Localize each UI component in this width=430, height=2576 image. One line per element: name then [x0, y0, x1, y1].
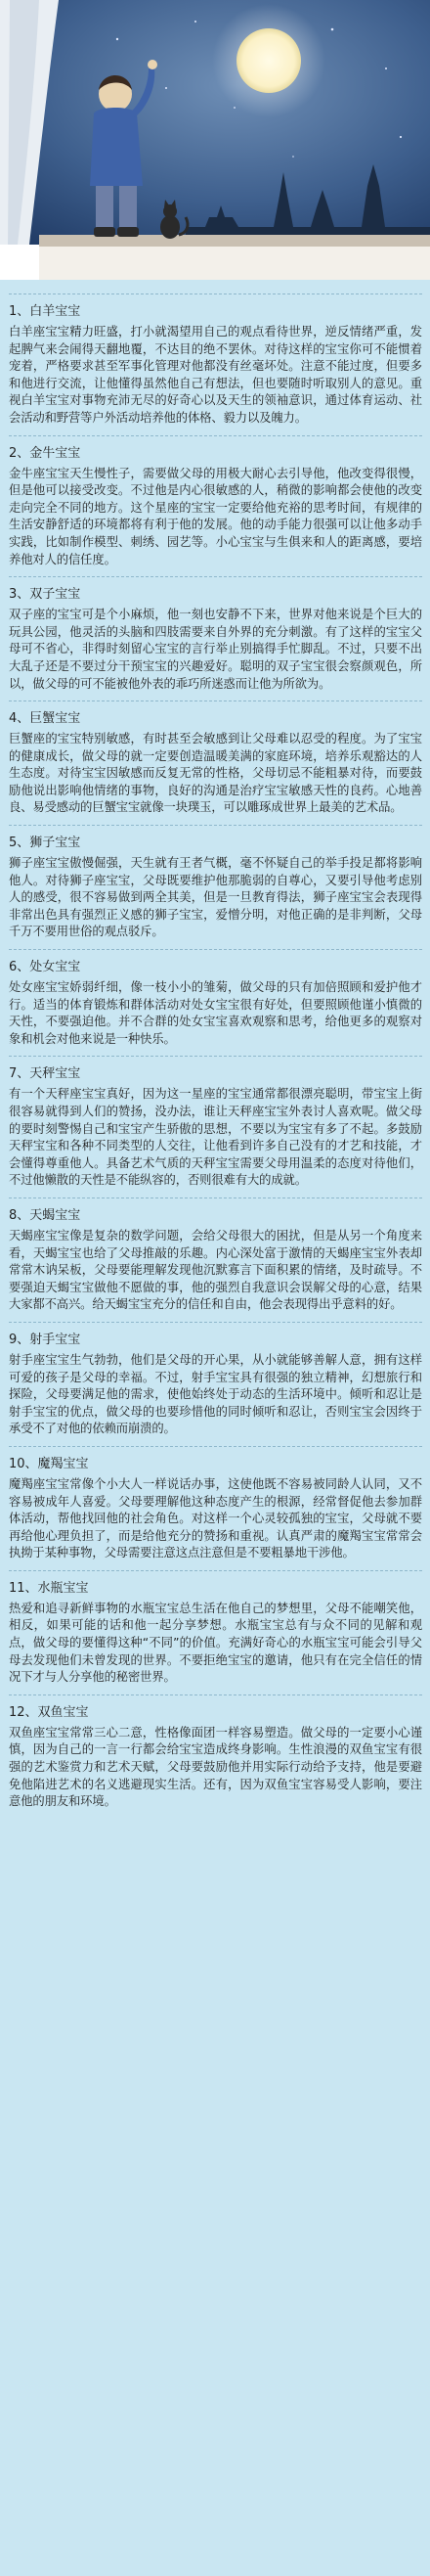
content-area [0, 280, 430, 2576]
section-aries [9, 294, 422, 428]
section-title: 5、狮子宝宝 [9, 836, 81, 851]
section-body: 有一个天秤座宝宝真好，因为这一星座的宝宝通常都很漂亮聪明，带宝宝上街很容易就得到人们的赞扬，没办法，谁让天秤座宝宝外表讨人喜欢呢。做父母的要时刻警惕自己和宝宝产生骄傲的思想，不要以为宝宝有多了不起。多鼓励天秤宝宝和各种不同类型的人交往，让他看到许多自己没有的才艺和技能，才会懂得尊重他人。具备艺术气质的天秤宝宝需要父母用温柔的态度对待他们，不过他懒散的天性是不能纵容的，否则很难有大的成就。 [9, 1087, 422, 1188]
section-body: 射手座宝宝生气勃勃，他们是父母的开心果，从小就能够善解人意，拥有这样可爱的孩子是父母的幸福。不过，射手宝宝具有很强的独立精神，幻想旅行和探险，父母要满足他的需求，使他始终处于动态的生活环境中。倾听和忍让是射手宝宝的优点，做父母的也要珍惜他的同时倾听和忍让，否则宝宝会因终于承受不了对他的依赖而崩溃的。 [9, 1352, 422, 1436]
section-cancer [9, 700, 422, 817]
window-sill [39, 235, 430, 249]
section-aquarius [9, 1570, 422, 1687]
divider [9, 825, 422, 826]
section-body: 狮子座宝宝傲慢倔强，天生就有王者气概，毫不怀疑自己的举手投足都将影响他人。对待狮子座宝宝，父母既要维护他那脆弱的自尊心，又要引导他考虑别人的感受，很不容易做到两全其美，但是一旦教育得法，狮子座宝宝会表现得非常出色具有强烈正义感的狮子宝宝，爱憎分明，对他正确的是非判断，父母千万不要用世俗的观点驳斥。 [9, 856, 422, 939]
section-body: 巨蟹座的宝宝特别敏感，有时甚至会敏感到让父母难以忍受的程度。为了宝宝的健康成长，做父母的就一定要创造温暖美满的家庭环境，培养乐观豁达的人生态度。对待宝宝因敏感而反复无常的性格，父母切忌不能粗暴对待，而要鼓励他说出影响他情绪的事物，良好的沟通是治疗宝宝敏感天性的良药。心地善良、易受感动的巨蟹宝宝就像一块璞玉，可以雕琢成世界上最美的艺术品。 [9, 732, 422, 815]
divider [9, 576, 422, 577]
section-title: 1、白羊宝宝 [9, 304, 81, 319]
section-body: 魔羯座宝宝常像个小大人一样说话办事，这使他既不容易被同龄人认同，又不容易被成年人喜爱。父母要理解他这种态度产生的根源，经常督促他去参加群体活动，帮他找回他的社会角色。对这样一个心灵较孤独的宝宝，父母就不要再给他心理负担了，而是给他充分的赞扬和重视。认真严肃的魔羯宝宝常常会执拗于某种事物，父母需要注意这点注意但是不要粗暴地干涉他。 [9, 1476, 422, 1560]
divider [9, 1446, 422, 1447]
section-libra [9, 1056, 422, 1190]
section-body: 热爱和追寻新鲜事物的水瓶宝宝总生活在他自己的梦想里，父母不能嘲笑他，相反，如果可能的话和他一起分享梦想。水瓶宝宝总有与众不同的见解和观点，做父母的要懂得这种“不同”的价值。充满好奇心的水瓶宝宝可能会引导父母去发现他们未曾发现的世界。不要拒绝宝宝的邀请，他只有在完全信任的情况下才与人分享他的秘密世界。 [9, 1601, 422, 1685]
section-body: 双鱼座宝宝常常三心二意，性格像面团一样容易塑造。做父母的一定要小心谨慎，因为自己的一言一行都会给宝宝造成终身影响。生性浪漫的双鱼宝宝有很强的艺术鉴赏力和艺术天赋，父母要鼓励他并用实际行动给予支持，他是要避免他陷进艺术的名义逃避现实生活。还有，因为双鱼宝宝容易受人影响，要注意他的朋友和环境。 [9, 1725, 422, 1809]
section-title: 11、水瓶宝宝 [9, 1580, 89, 1596]
divider [9, 949, 422, 950]
divider [9, 1056, 422, 1057]
section-title: 12、双鱼宝宝 [9, 1704, 89, 1720]
section-title: 3、双子宝宝 [9, 587, 81, 603]
section-taurus [9, 435, 422, 569]
divider [9, 435, 422, 436]
section-scorpio [9, 1198, 422, 1314]
illustration [0, 0, 430, 280]
section-leo [9, 825, 422, 941]
section-body: 天蝎座宝宝像是复杂的数学问题，会给父母很大的困扰，但是从另一个角度来看，天蝎宝宝也给了父母推敲的乐趣。内心深处富于激情的天蝎座宝宝外表却常常木讷呆板，父母要能理解发现他沉默寡言下面积累的情绪，及时疏导。不要强迫天蝎宝宝做他不愿做的事，他的强烈自我意识会误解父母的心意，结果大家都不高兴。给天蝎宝宝充分的信任和自由，他会表现得出乎意料的好。 [9, 1228, 422, 1312]
section-title: 9、射手宝宝 [9, 1332, 81, 1347]
section-title: 7、天秤宝宝 [9, 1066, 81, 1082]
section-title: 6、处女宝宝 [9, 960, 81, 975]
section-sagittarius [9, 1322, 422, 1438]
moon [236, 28, 301, 93]
section-body: 处女座宝宝娇弱纤细，像一枝小小的雏菊，做父母的只有加倍照顾和爱护他才行。适当的体育锻炼和群体活动对处女宝宝很有好处，但要照顾他谨小慎微的天性，不要强迫他。并不合群的处女宝宝喜欢观察和思考，给他更多的观察对象和机会对他来说是一种快乐。 [9, 980, 422, 1046]
divider [9, 700, 422, 701]
section-title: 4、巨蟹宝宝 [9, 711, 81, 727]
section-virgo [9, 949, 422, 1048]
section-pisces [9, 1695, 422, 1811]
section-body: 白羊座宝宝精力旺盛，打小就渴望用自己的观点看待世界，逆反情绪严重，发起脾气来会闹得天翻地覆，不达目的绝不罢休。对待这样的宝宝你可不能惯着宠着，严格要求甚至军事化管理对他都没有丝毫坏处。注意不能过度，但要多和他进行交流，让他懂得虽然他自己有想法，但也要随时听取别人的意见。重视白羊宝宝对事物充沛无尽的好奇心以及天生的领袖意识，通过体育运动、社会活动和野营等户外活动培养他的体格、毅力以及魄力。 [9, 325, 422, 425]
night-scene-illustration [0, 0, 430, 280]
divider [9, 1322, 422, 1323]
section-title: 10、魔羯宝宝 [9, 1456, 89, 1471]
section-title: 8、天蝎宝宝 [9, 1207, 81, 1223]
section-body: 金牛座宝宝天生慢性子，需要做父母的用极大耐心去引导他，他改变得很慢，但是他可以接受改变。不过他是内心很敏感的人，稍微的影响都会使他的改变走向完全不同的地方。这个星座的宝宝一定要给他充裕的思考时间，有规律的生活安静舒适的环境都将有利于他的发展。他的动手能力很强可以让他多动手实践，比如制作模型、刺绣、园艺等。小心宝宝与生俱来和人的距离感，要培养他对人的信任度。 [9, 466, 422, 566]
section-capricorn [9, 1446, 422, 1562]
section-body: 双子座的宝宝可是个小麻烦，他一刻也安静不下来，世界对他来说是个巨大的玩具公园，他灵活的头脑和四肢需要来自外界的充分刺激。有了这样的宝宝父母可不省心，非得时刻留心宝宝的言行举止别搞得手忙脚乱。不过，只要不出大乱子还是不要过分干预宝宝的兴趣爱好。聪明的双子宝宝很会察颜观色，所以，做父母的可不能被他外表的乖巧所迷惑而让他为所欲为。 [9, 608, 422, 691]
divider [9, 1570, 422, 1571]
section-title: 2、金牛宝宝 [9, 445, 81, 461]
section-gemini [9, 576, 422, 693]
